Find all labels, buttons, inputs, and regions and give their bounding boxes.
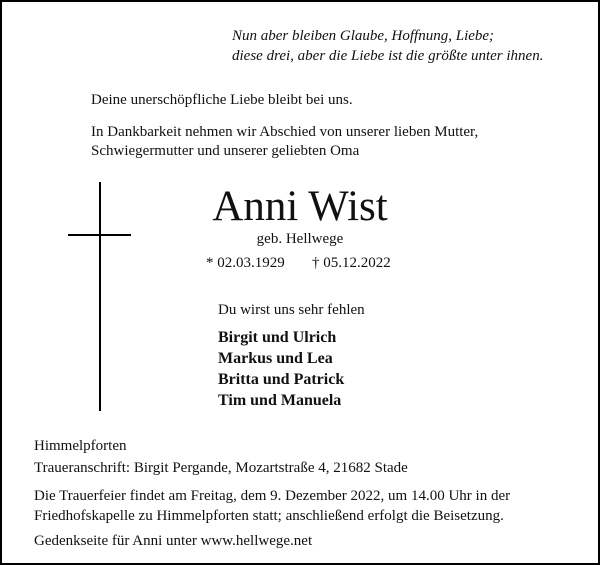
death-date: † 05.12.2022 <box>312 255 391 271</box>
service-line-1: Die Trauerfeier findet am Freitag, dem 9. Dezember 2022, um 14.00 Uhr in der <box>34 488 511 504</box>
birth-name: geb. Hellwege <box>256 231 344 247</box>
intro-line-2: In Dankbarkeit nehmen wir Abschied von unserer lieben Mutter, <box>91 124 479 140</box>
family-name-2: Markus und Lea <box>218 350 333 367</box>
verse-line-1: Nun aber bleiben Glaube, Hoffnung, Liebe; <box>232 28 495 44</box>
family-name-4: Tim und Manuela <box>218 392 342 409</box>
family-name-1: Birgit und Ulrich <box>218 329 337 346</box>
deceased-name: Anni Wist <box>212 183 388 230</box>
birth-date: * 02.03.1929 <box>206 255 285 271</box>
verse-line-2: diese drei, aber die Liebe ist die größte unter ihnen. <box>232 48 544 64</box>
place: Himmelpforten <box>34 438 127 454</box>
bible-verse <box>232 26 543 66</box>
mourning-address: Traueranschrift: Birgit Pergande, Mozartstraße 4, 21682 Stade <box>34 460 408 476</box>
memorial-page: Gedenkseite für Anni unter www.hellwege.net <box>34 533 313 549</box>
intro-line-1: Deine unerschöpfliche Liebe bleibt bei uns. <box>91 92 353 108</box>
intro-line-3: Schwiegermutter und unserer geliebten Oma <box>91 143 360 159</box>
family-name-3: Britta und Patrick <box>218 371 345 388</box>
mourners-heading: Du wirst uns sehr fehlen <box>218 302 365 318</box>
service-line-2: Friedhofskapelle zu Himmelpforten statt; anschließend erfolgt die Beisetzung. <box>34 508 504 524</box>
